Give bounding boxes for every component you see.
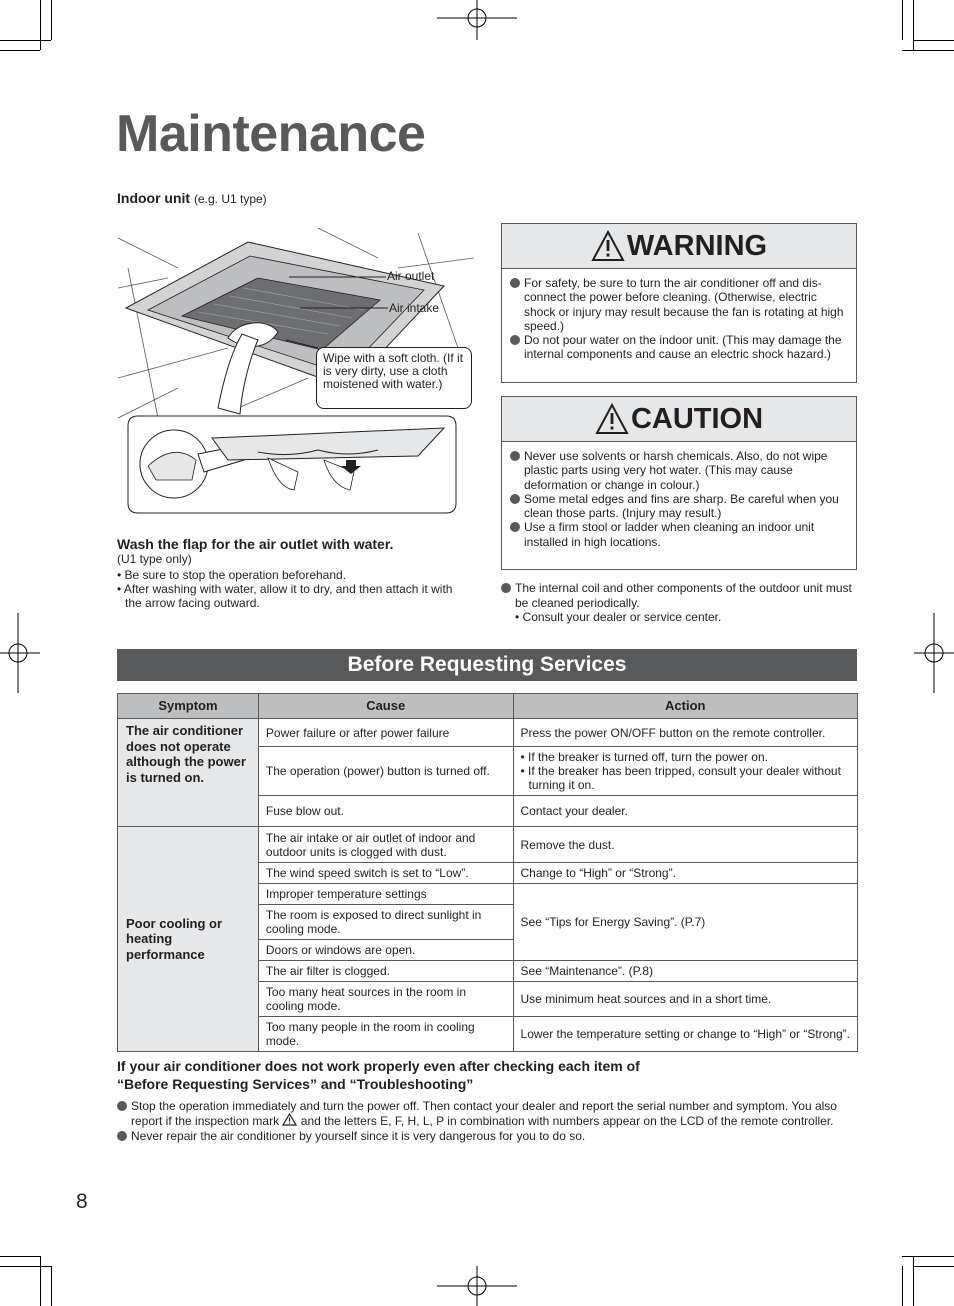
warning-box xyxy=(501,223,857,383)
caution-box xyxy=(501,396,857,570)
footer-item1-text: Stop the operation immediately and turn the power off. Then contact your dealer and report the serial number and symptom. You also report if the inspection mark xyxy=(131,1099,837,1129)
header-action: Action xyxy=(513,694,857,719)
bullet-icon xyxy=(117,1131,127,1141)
caution-triangle-icon xyxy=(595,403,629,435)
list-item: • After washing with water, allow it to dry, and then attach it with the arrow facing outward. xyxy=(117,582,453,610)
air-outlet-callout: Air outlet xyxy=(387,269,435,283)
footer-item1-text-cont: and the letters E, F, H, L, P in combination with numbers appear on the LCD of the remote controller. xyxy=(300,1114,834,1129)
outdoor-note xyxy=(501,581,857,625)
list-item xyxy=(510,276,850,333)
cause-cell: Too many heat sources in the room in cooling mode. xyxy=(258,982,513,1017)
warning-triangle-icon xyxy=(591,230,625,262)
list-item xyxy=(501,581,857,610)
services-heading: Before Requesting Services xyxy=(117,649,857,681)
list-item xyxy=(510,333,850,362)
page-title: Maintenance xyxy=(116,105,426,163)
bullet-icon xyxy=(510,494,520,504)
table-row xyxy=(118,827,858,863)
action-list xyxy=(521,750,850,792)
cause-cell: Improper temperature settings xyxy=(258,884,513,905)
indoor-unit-label: Indoor unit xyxy=(117,190,191,206)
caution-list xyxy=(502,442,856,555)
list-item xyxy=(510,449,850,492)
footer-heading-line2: “Before Requesting Services” and “Troubleshooting” xyxy=(117,1076,474,1092)
list-item: • If the breaker is turned off, turn the power on. xyxy=(520,750,768,764)
cause-cell: Fuse blow out. xyxy=(258,796,513,827)
warning-item-text: For safety, be sure to turn the air conditioner off and dis-connect the power before cleaning. (Otherwise, electric shock or injury may result because the fan is rotating at high speed.) xyxy=(524,276,844,333)
action-cell: Change to “High” or “Strong”. xyxy=(513,863,857,884)
action-cell xyxy=(513,747,857,796)
warning-item-text: Do not pour water on the indoor unit. (This may damage the internal components and cause an electric shock hazard.) xyxy=(524,333,842,362)
bullet-icon xyxy=(501,583,511,593)
page-number: 8 xyxy=(76,1190,88,1213)
bullet-icon xyxy=(510,522,520,532)
action-cell: See “Tips for Energy Saving”. (P.7) xyxy=(513,884,857,961)
footer-list xyxy=(117,1099,847,1143)
caution-title: CAUTION xyxy=(630,402,764,435)
caution-item-text: Use a firm stool or ladder when cleaning an indoor unit installed in high locations. xyxy=(524,520,815,549)
registration-mark-top xyxy=(437,0,517,40)
inspection-mark-icon xyxy=(282,1113,297,1126)
footer-heading xyxy=(117,1057,837,1093)
wipe-callout: Wipe with a soft cloth. (If it is very dirty, use a cloth moistened with water.) xyxy=(316,347,472,409)
warning-title: WARNING xyxy=(626,229,768,262)
action-cell: Press the power ON/OFF button on the remote controller. xyxy=(513,719,857,747)
footer-item2-text: Never repair the air conditioner by yourself since it is very dangerous for you to do so. xyxy=(131,1128,586,1143)
action-cell: Remove the dust. xyxy=(513,827,857,863)
cause-cell: The wind speed switch is set to “Low”. xyxy=(258,863,513,884)
list-item xyxy=(117,1099,847,1129)
wash-note: (U1 type only) xyxy=(117,552,192,566)
table-header-row xyxy=(118,694,858,719)
footer-heading-line1: If your air conditioner does not work properly even after checking each item of xyxy=(117,1058,640,1074)
services-table xyxy=(117,693,858,1052)
cause-cell: The air filter is clogged. xyxy=(258,961,513,982)
air-intake-callout: Air intake xyxy=(389,301,440,315)
symptom-no-operation: The air conditioner does not operate although the power is turned on. xyxy=(118,719,259,827)
registration-mark-left xyxy=(0,613,40,693)
table-row xyxy=(118,719,858,747)
caution-item-text: Never use solvents or harsh chemicals. Also, do not wipe plastic parts using very hot water. (This may cause deformation or change in colour.) xyxy=(524,449,828,492)
action-cell: See “Maintenance”. (P.8) xyxy=(513,961,857,982)
action-cell: Use minimum heat sources and in a short time. xyxy=(513,982,857,1017)
wash-list xyxy=(117,568,467,610)
bullet-icon xyxy=(510,278,520,288)
action-cell: Contact your dealer. xyxy=(513,796,857,827)
list-item xyxy=(117,1129,847,1143)
bullet-icon xyxy=(510,451,520,461)
list-item: • Be sure to stop the operation beforehand. xyxy=(117,568,347,582)
caution-header xyxy=(502,397,856,442)
header-cause: Cause xyxy=(258,694,513,719)
action-cell: Lower the temperature setting or change to “High” or “Strong”. xyxy=(513,1017,857,1052)
symptom-poor-performance: Poor cooling or heating performance xyxy=(118,827,259,1052)
bullet-icon xyxy=(117,1101,127,1111)
cause-cell: The operation (power) button is turned off. xyxy=(258,747,513,796)
list-item xyxy=(510,520,850,549)
cause-cell: Power failure or after power failure xyxy=(258,719,513,747)
warning-header xyxy=(502,224,856,269)
header-symptom: Symptom xyxy=(118,694,259,719)
indoor-unit-example: (e.g. U1 type) xyxy=(193,192,267,206)
cause-cell: The air intake or air outlet of indoor and outdoor units is clogged with dust. xyxy=(258,827,513,863)
list-item xyxy=(510,492,850,521)
registration-mark-bottom xyxy=(437,1266,517,1306)
cause-cell: The room is exposed to direct sunlight in cooling mode. xyxy=(258,905,513,940)
warning-list xyxy=(502,269,856,368)
outdoor-sub: • Consult your dealer or service center. xyxy=(515,610,722,624)
cause-cell: Doors or windows are open. xyxy=(258,940,513,961)
indoor-unit-heading xyxy=(117,190,267,206)
list-item: • If the breaker has been tripped, consult your dealer without turning it on. xyxy=(520,764,841,792)
caution-item-text: Some metal edges and fins are sharp. Be careful when you clean those parts. (Injury may result.) xyxy=(524,491,839,521)
registration-mark-right xyxy=(914,613,954,693)
cause-cell: Too many people in the room in cooling mode. xyxy=(258,1017,513,1052)
wash-heading: Wash the flap for the air outlet with water. xyxy=(117,536,394,552)
bullet-icon xyxy=(510,335,520,345)
outdoor-text: The internal coil and other components of the outdoor unit must be cleaned periodically. xyxy=(515,581,852,610)
